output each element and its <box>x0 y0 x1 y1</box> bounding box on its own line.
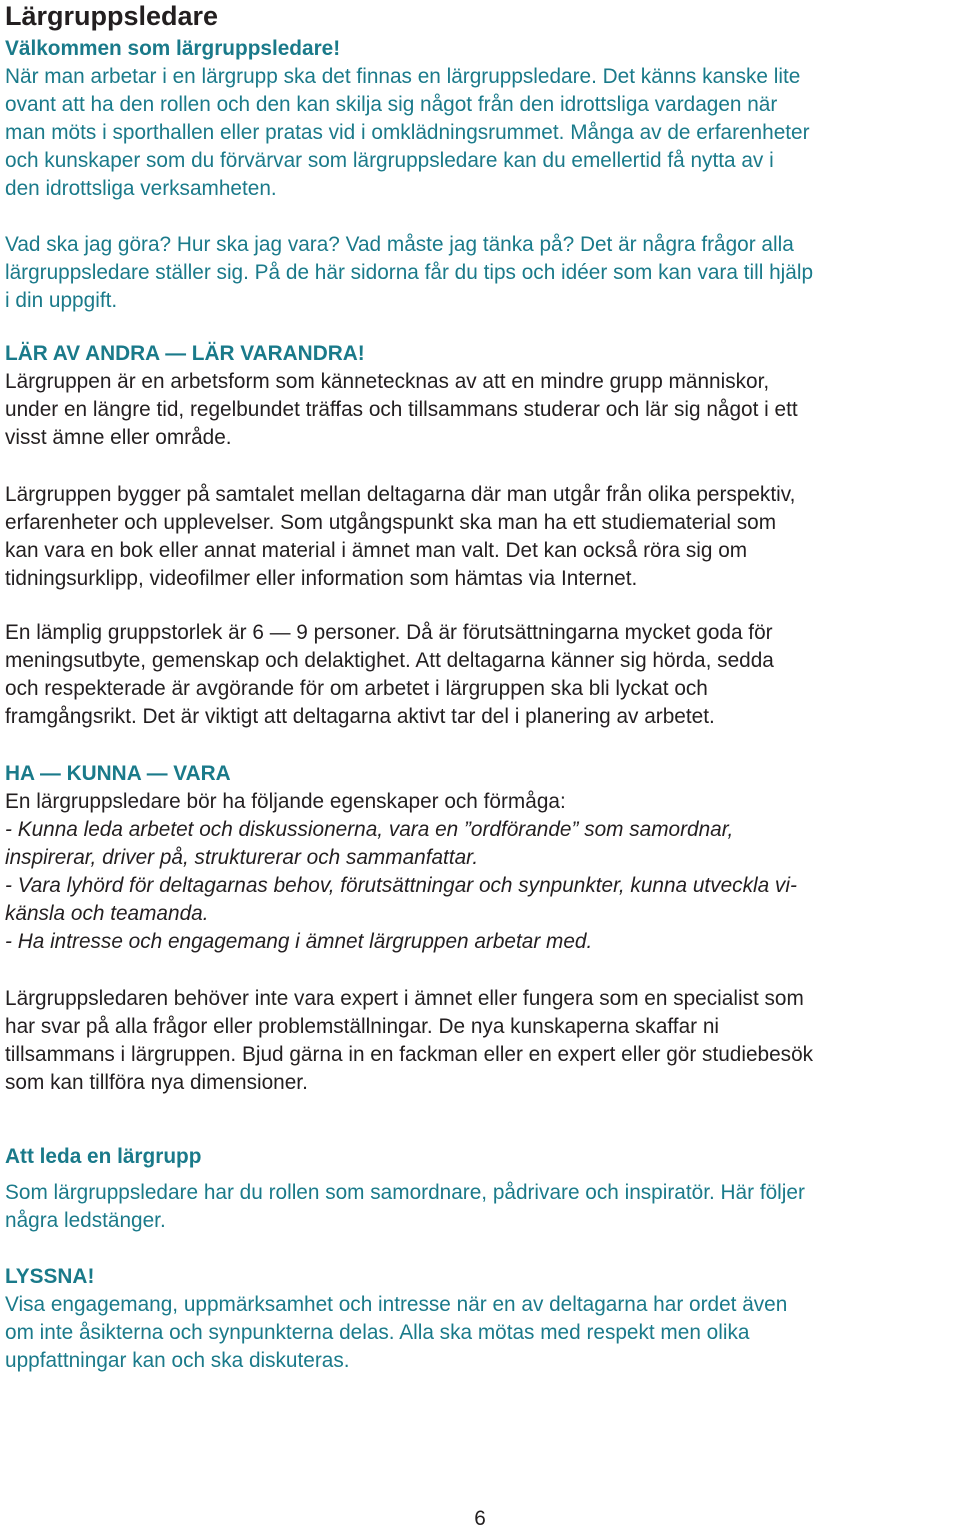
text-line: Som lärgruppsledare har du rollen som samordnare, pådrivare och inspiratör. Här följer <box>5 1181 805 1204</box>
text-line: tillsammans i lärgruppen. Bjud gärna in en fackman eller en expert eller gör studiebesök <box>5 1043 814 1066</box>
text-line: LÄR AV ANDRA — LÄR VARANDRA! <box>5 342 365 365</box>
page-number: 6 <box>474 1507 486 1530</box>
text-line: har svar på alla frågor eller problemställningar. De nya kunskaperna skaffar ni <box>5 1015 720 1038</box>
text-line: om inte åsikterna och synpunkterna delas. Alla ska mötas med respekt men olika <box>5 1321 750 1344</box>
text-line: När man arbetar i en lärgrupp ska det finnas en lärgruppsledare. Det känns kanske lite <box>5 65 801 88</box>
text-line: som kan tillföra nya dimensioner. <box>5 1071 308 1094</box>
text-line: Visa engagemang, uppmärksamhet och intresse när en av deltagarna har ordet även <box>5 1293 788 1316</box>
text-line: tidningsurklipp, videofilmer eller information som hämtas via Internet. <box>5 567 638 590</box>
text-line: framgångsrikt. Det är viktigt att deltagarna aktivt tar del i planering av arbetet. <box>5 705 715 728</box>
text-line: Vad ska jag göra? Hur ska jag vara? Vad måste jag tänka på? Det är några frågor alla <box>5 233 794 256</box>
text-line: En lärgruppsledare bör ha följande egenskaper och förmåga: <box>5 790 566 813</box>
text-line: Lärgruppen bygger på samtalet mellan deltagarna där man utgår från olika perspektiv, <box>5 483 796 506</box>
text-line: lärgruppsledare ställer sig. På de här sidorna får du tips och idéer som kan vara till hjälp <box>5 261 814 284</box>
text-line: och kunskaper som du förvärvar som lärgruppsledare kan du emellertid få nytta av i <box>5 149 774 172</box>
text-line: Lärgruppen är en arbetsform som kännetecknas av att en mindre grupp människor, <box>5 370 770 393</box>
text-line: kan vara en bok eller annat material i ämnet man valt. Det kan också röra sig om <box>5 539 748 562</box>
text-line: visst ämne eller område. <box>5 426 232 449</box>
text-line: - Kunna leda arbetet och diskussionerna, vara en ”ordförande” som samordnar, <box>5 818 734 841</box>
text-line: i din uppgift. <box>5 289 118 312</box>
page-title: Lärgruppsledare <box>5 1 219 31</box>
text-line: den idrottsliga verksamheten. <box>5 177 277 200</box>
text-line: några ledstänger. <box>5 1209 166 1232</box>
text-line: - Vara lyhörd för deltagarnas behov, förutsättningar och synpunkter, kunna utveckla vi- <box>5 874 797 897</box>
text-line: meningsutbyte, gemenskap och delaktighet. Att deltagarna känner sig hörda, sedda <box>5 649 774 672</box>
text-line: och respekterade är avgörande för om arbetet i lärgruppen ska bli lyckat och <box>5 677 708 700</box>
text-line: inspirerar, driver på, strukturerar och sammanfattar. <box>5 846 479 869</box>
text-line: En lämplig gruppstorlek är 6 — 9 personer. Då är förutsättningarna mycket goda för <box>5 621 773 644</box>
text-line: ovant att ha den rollen och den kan skilja sig något från den idrottsliga vardagen när <box>5 93 778 116</box>
text-line: man möts i sporthallen eller pratas vid i omklädningsrummet. Många av de erfarenheter <box>5 121 810 144</box>
text-line: Välkommen som lärgruppsledare! <box>5 37 341 60</box>
text-line: - Ha intresse och engagemang i ämnet lärgruppen arbetar med. <box>5 930 593 953</box>
text-line: Att leda en lärgrupp <box>5 1145 202 1168</box>
text-line: LYSSNA! <box>5 1265 95 1288</box>
text-line: uppfattningar kan och ska diskuteras. <box>5 1349 350 1372</box>
text-line: HA — KUNNA — VARA <box>5 762 231 785</box>
text-line: erfarenheter och upplevelser. Som utgångspunkt ska man ha ett studiematerial som <box>5 511 777 534</box>
text-line: känsla och teamanda. <box>5 902 209 925</box>
text-line: under en längre tid, regelbundet träffas och tillsammans studerar och lär sig något i ett <box>5 398 798 421</box>
text-line: Lärgruppsledaren behöver inte vara expert i ämnet eller fungera som en specialist som <box>5 987 804 1010</box>
